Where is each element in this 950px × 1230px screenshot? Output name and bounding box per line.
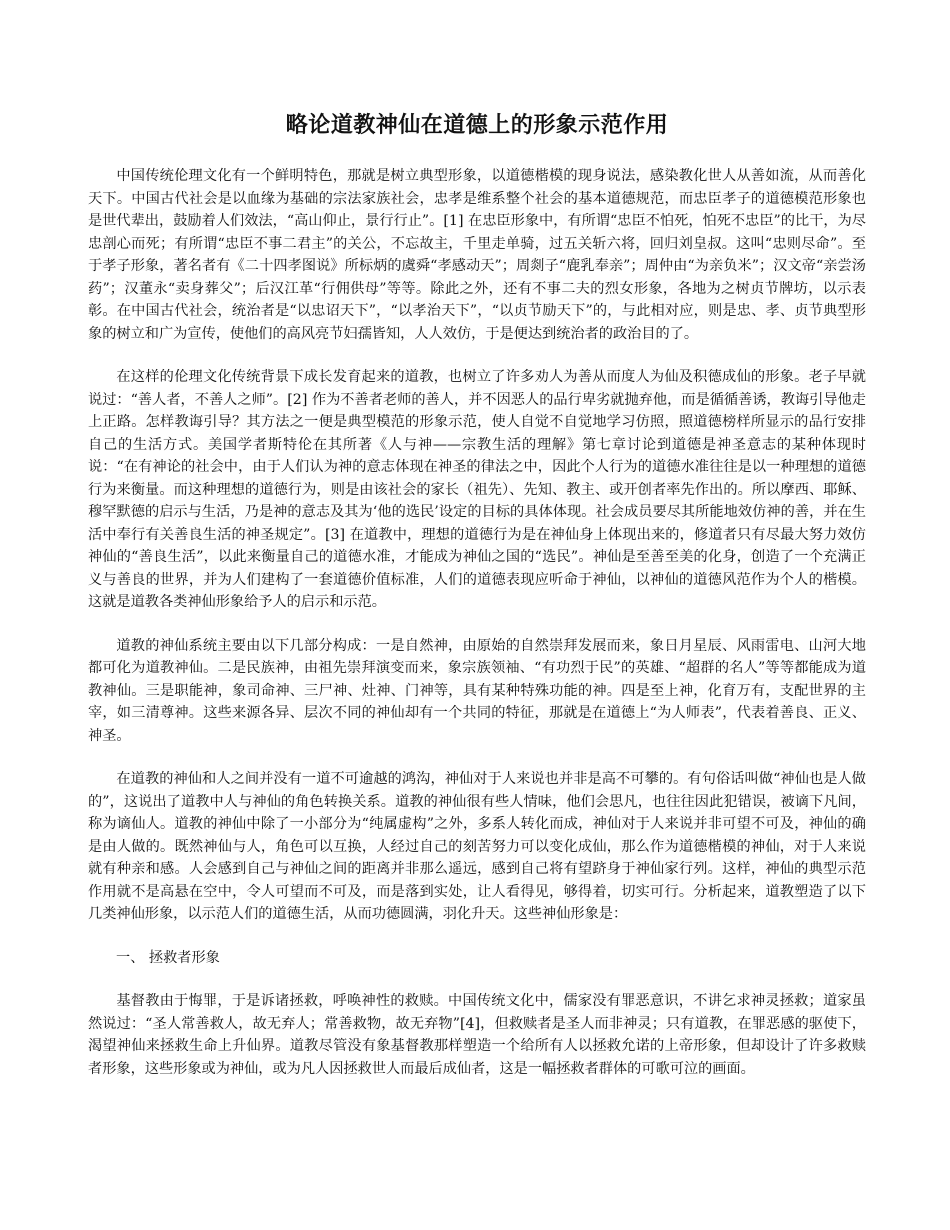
document-page [88,108,866,1101]
section-heading: 一、 拯救者形象 [116,949,220,966]
paragraph-5: 基督教由于悔罪，于是诉诸拯救，呼唤神性的救赎。中国传统文化中，儒家没有罪恶意识，不讲乞求神灵拯救；道家虽然说过：“圣人常善救人，故无弃人；常善救物，故无弃物”[4]，但救赎者是圣人而非神灵；只有道教，在罪恶感的驱使下，渴望神仙来拯救生命上升仙界。道教尽管没有象基督教那样塑造一个给所有人以拯救允诺的上帝形象，但却设计了许多救赎者形象，这些形象或为神仙，或为凡人因拯救世人而最后成仙者，这是一幅拯救者群体的可歌可泣的画面。 [88,993,866,1077]
page-title: 略论道教神仙在道德上的形象示范作用 [285,112,669,138]
paragraph-4: 在道教的神仙和人之间并没有一道不可逾越的鸿沟，神仙对于人来说也并非是高不可攀的。有句俗话叫做“神仙也是人做的”，这说出了道教中人与神仙的角色转换关系。道教的神仙很有些人情味，他们会思凡，也往往因此犯错误，被谪下凡间，称为谪仙人。道教的神仙中除了一小部分为“纯属虚构”之外，多系人转化而成，神仙对于人来说并非可望不可及，神仙的确是由人做的。既然神仙与人，角色可以互换，人经过自己的刻苦努力可以变化成仙，那么作为道德楷模的神仙，对于人来说就有种亲和感。人会感到自己与神仙之间的距离并非那么遥远，感到自己将有望跻身于神仙家行列。这样，神仙的典型示范作用就不是高悬在空中，令人可望而不可及，而是落到实处，让人看得见，够得着，切实可行。分析起来，道教塑造了以下几类神仙形象，以示范人们的道德生活，从而功德圆满，羽化升天。这些神仙形象是： [88,771,866,922]
paragraph-2: 在这样的伦理文化传统背景下成长发育起来的道教，也树立了许多劝人为善从而度人为仙及积德成仙的形象。老子早就说过：“善人者，不善人之师”。[2] 作为不善者老师的善人，并不因恶人的品行卑劣就抛弃他，而是循循善诱，教诲引导他走上正路。怎样教诲引导？其方法之一便是典型模范的形象示范，使人自觉不自觉地学习仿照，照道德榜样所显示的品行安排自己的生活方式。美国学者斯特伦在其所著《人与神——宗教生活的理解》第七章讨论到道德是神圣意志的某种体现时说：“在有神论的社会中，由于人们认为神的意志体现在神圣的律法之中，因此个人行为的道德水准往往是以一种理想的道德行为来衡量。而这种理想的道德行为，则是由该社会的家长（祖先）、先知、教主、或开创者率先作出的。所以摩西、耶稣、穆罕默德的启示与生活，乃是神的意志及其为‘他的选民’设定的目标的具体体现。社会成员要尽其所能地效仿神的善，并在生活中奉行有关善良生活的神圣规定”。[3] 在道教中，理想的道德行为是在神仙身上体现出来的，修道者只有尽最大努力效仿神仙的“善良生活”，以此来衡量自己的道德水准，才能成为神仙之国的“选民”。神仙是至善至美的化身，创造了一个充满正义与善良的世界，并为人们建构了一套道德价值标准，人们的道德表现应听命于神仙，以神仙的道德风范作为个人的楷模。这就是道教各类神仙形象给予人的启示和示范。 [88,369,866,610]
paragraph-1: 中国传统伦理文化有一个鲜明特色，那就是树立典型形象，以道德楷模的现身说法，感染教化世人从善如流，从而善化天下。中国古代社会是以血缘为基础的宗法家族社会，忠孝是维系整个社会的基本道德规范，而忠臣孝子的道德模范形象也是世代辈出，鼓励着人们效法，“高山仰止，景行行止”。[1] 在忠臣形象中，有所谓“忠臣不怕死，怕死不忠臣”的比干，为尽忠剖心而死；有所谓“忠臣不事二君主”的关公，不忘故主，千里走单骑，过五关斩六将，回归刘皇叔。这叫“忠则尽命”。至于孝子形象，著名者有《二十四孝图说》所标炳的虞舜“孝感动天”；周剡子“鹿乳奉亲”；周仲由“为亲负米”；汉文帝“亲尝汤药”；汉董永“卖身葬父”；后汉江革“行佣供母”等等。除此之外，还有不事二夫的烈女形象，各地为之树贞节牌坊，以示表彰。在中国古代社会，统治者是“以忠诏天下”，“以孝治天下”，“以贞节励天下”的，与此相对应，则是忠、孝、贞节典型形象的树立和广为宣传，使他们的高风亮节妇孺皆知，人人效仿，于是便达到统治者的政治目的了。 [88,168,866,342]
paragraph-3: 道教的神仙系统主要由以下几部分构成：一是自然神，由原始的自然崇拜发展而来，象日月星辰、风雨雷电、山河大地都可化为道教神仙。二是民族神，由祖先崇拜演变而来，象宗族领袖、“有功烈于民”的英雄、“超群的名人”等等都能成为道教神仙。三是职能神，象司命神、三尸神、灶神、门神等，具有某种特殊功能的神。四是至上神，化育万有，支配世界的主宰，如三清尊神。这些来源各异、层次不同的神仙却有一个共同的特征，那就是在道德上“为人师表”，代表着善良、正义、神圣。 [88,637,866,744]
